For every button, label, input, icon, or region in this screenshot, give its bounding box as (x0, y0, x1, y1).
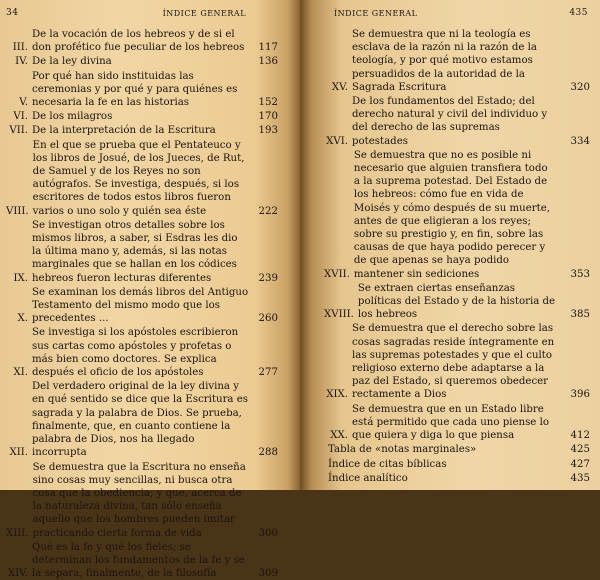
chapter-number: IX. (13, 272, 28, 284)
page-reference: 412 (570, 430, 590, 442)
chapter-number: XVIII. (324, 309, 354, 321)
chapter-title: En el que se prueba que el Pentateuco y los libros de Josué, de los Jueces, de Rut, de Samuel y de los Reyes no son autógrafos. Se investiga, después, si los escritores de todos estos libros fueron varios o uno solo y quién sea éste (32, 139, 245, 217)
chapter-number: V. (19, 97, 28, 109)
toc-entry (6, 70, 278, 110)
page-reference: 136 (258, 56, 278, 68)
toc-entry (6, 110, 278, 123)
toc-entry (6, 380, 278, 459)
chapter-title: Se demuestra que la Escritura no enseña sino cosas muy sencillas, ni busca otra cosa que la obediencia; y que, acerca de la naturaleza divina, tan sólo enseña aquello que los hombres pueden imitar practicando cierta forma de vida (32, 461, 246, 539)
page-reference: 320 (570, 81, 590, 93)
page-reference: 309 (258, 568, 278, 580)
page-reference: 117 (258, 42, 278, 54)
toc-entry (324, 149, 590, 281)
chapter-number: XX. (330, 430, 348, 442)
chapter-number: VIII. (6, 205, 29, 217)
chapter-number: XVII. (324, 268, 350, 280)
chapter-number: XVI. (326, 135, 348, 147)
chapter-title: Se demuestra que en un Estado libre está permitido que cada uno piense lo que quiera y diga lo que piensa (352, 403, 549, 442)
chapter-number: XIV. (7, 568, 28, 580)
toc-entry (324, 403, 590, 443)
right-page-header (324, 10, 590, 22)
chapter-title: Se demuestra que el derecho sobre las cosas sagradas reside íntegramente en las supremas potestades y que el culto religioso externo debe adaptarse a la paz del Estado, si queremos obedecer rectamente a Dios (352, 323, 555, 401)
chapter-number: XV. (331, 81, 348, 93)
toc-entry (6, 28, 278, 54)
chapter-number: VII. (9, 125, 28, 137)
chapter-number: X. (17, 313, 28, 325)
page-reference: 152 (258, 97, 278, 109)
left-running-head: ÍNDICE GENERAL (162, 9, 246, 18)
toc-entry (6, 461, 278, 540)
toc-entry (6, 55, 278, 68)
toc-entry (324, 282, 590, 322)
chapter-title: De la interpretación de la Escritura (32, 125, 216, 137)
page-reference: 385 (570, 309, 590, 321)
chapter-title: Se extraen ciertas enseñanzas políticas del Estado y de la historia de los hebreos (357, 282, 556, 321)
page-reference: 288 (258, 447, 278, 459)
left-page-number: 34 (6, 8, 19, 18)
page-reference: 300 (258, 527, 278, 539)
toc-entry (6, 326, 278, 379)
left-page-header (6, 10, 278, 22)
chapter-title: De la vocación de los hebreos y de si el don profético fue peculiar de los hebreos (32, 29, 245, 54)
chapter-title: Se investigan otros detalles sobre los mismos libros, a saber, si Esdras les dio la última mano y, además, si las notas marginales que se hallan en los códices hebreos fueron lecturas diferentes (32, 219, 238, 284)
right-running-head: ÍNDICE GENERAL (334, 9, 418, 18)
chapter-number: VI. (13, 111, 28, 123)
page-reference: 334 (570, 135, 590, 147)
chapter-number: XII. (9, 447, 28, 459)
toc-entry (324, 28, 590, 94)
chapter-title: Se demuestra que no es posible ni necesario que alguien transfiera todo a la suprema potestad. Del Estado de los hebreos: cómo fue en vida de Moisés y cómo después de su muerte, antes de que eligieran a los reyes; sobre su prestigio y, en fin, sobre las causas de que haya podido perecer y de que apenas se haya podido mantener sin sediciones (353, 149, 550, 280)
chapter-title: De la ley divina (32, 56, 112, 68)
chapter-title: Qué es la fe y qué los fieles; se determinan los fundamentos de la fe y se la separa, finalmente, de la filosofía (32, 541, 245, 580)
page-reference: 260 (258, 313, 278, 325)
right-page-number: 435 (569, 8, 588, 18)
toc-entry (324, 472, 590, 485)
chapter-title: Tabla de «notas marginales» (328, 444, 477, 456)
chapter-title: Índice analítico (328, 472, 408, 484)
page-reference: 396 (570, 389, 590, 401)
chapter-title: Se investiga si los apóstoles escribieron sus cartas como apóstoles y profetas o más bien como doctores. Se explica después el oficio de los apóstoles (32, 327, 239, 379)
page-reference: 193 (258, 125, 278, 137)
toc-entry (6, 541, 278, 580)
toc-entry (6, 286, 278, 326)
toc-entry (324, 458, 590, 471)
page-reference: 427 (570, 458, 590, 470)
chapter-number: III. (12, 42, 28, 54)
chapter-number: XIX. (326, 389, 348, 401)
chapter-title: De los fundamentos del Estado; del derecho natural y civil del individuo y del derecho de las supremas potestades (352, 96, 548, 147)
chapter-number: XI. (13, 367, 28, 379)
toc-entry (324, 322, 590, 401)
chapter-title: Del verdadero original de la ley divina y en qué sentido se dice que la Escritura es sagrada y la palabra de Dios. Se prueba, finalmente, que, en cuanto contiene la palabra de Dios, nos ha llegado incorrupta (32, 381, 249, 459)
page-reference: 277 (258, 367, 278, 379)
right-toc-list (324, 28, 590, 485)
chapter-number: IV. (15, 56, 28, 68)
toc-entry (324, 95, 590, 148)
page-reference: 170 (258, 111, 278, 123)
toc-entry (324, 443, 590, 456)
chapter-title: Se examinan los demás libros del Antiguo Testamento del mismo modo que los precedentes ... (32, 286, 249, 325)
toc-entry (6, 124, 278, 137)
page-reference: 239 (258, 272, 278, 284)
chapter-title: Índice de citas bíblicas (328, 458, 447, 470)
chapter-number: XIII. (6, 527, 29, 539)
page-reference: 425 (570, 444, 590, 456)
chapter-title: Por qué han sido instituidas las ceremonias y por qué y para quiénes es necesaria la fe en las historias (32, 70, 238, 109)
left-toc-list (6, 28, 278, 580)
page-reference: 435 (570, 472, 590, 484)
page-reference: 353 (570, 268, 590, 280)
chapter-title: De los milagros (32, 111, 113, 123)
toc-entry (6, 139, 278, 218)
chapter-title: Se demuestra que ni la teología es esclava de la razón ni la razón de la teología, y por qué motivo estamos persuadidos de la autoridad de la Sagrada Escritura (352, 29, 537, 93)
page-reference: 222 (258, 205, 278, 217)
toc-entry (6, 219, 278, 285)
right-page (300, 0, 600, 490)
